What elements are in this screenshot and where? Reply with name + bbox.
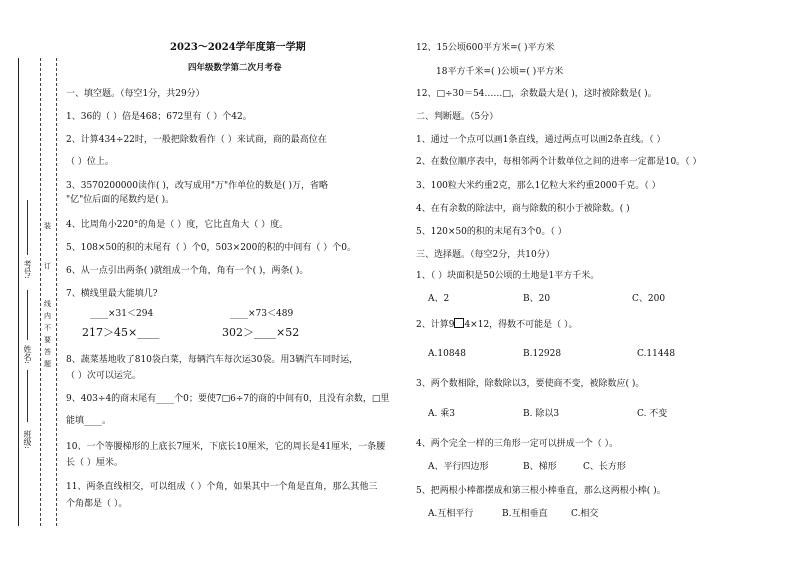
- question-7-item-2: ____×73＜489: [230, 309, 294, 319]
- section-choice-heading: 三、选择题。（每空2分，共10分）: [416, 250, 555, 260]
- question-5: 5、108×50的积的末尾有（ ）个0，503×200的积的中间有（ ）个0。: [66, 243, 356, 253]
- seal-char: 线: [44, 300, 51, 308]
- margin-solid-line: [18, 58, 19, 526]
- question-13: 12、□÷30＝54……□，余数最大是( )，这时被除数是( )。: [416, 89, 657, 99]
- choice-2: [416, 318, 578, 331]
- choice-3-option-a[interactable]: A. 乘3: [428, 409, 455, 419]
- name-blank[interactable]: [27, 290, 28, 340]
- class-blank[interactable]: [27, 370, 28, 422]
- question-7: 7、横线里最大能填几?: [66, 289, 158, 299]
- question-7-item-4: 302＞____×52: [222, 326, 300, 339]
- judgment-4: 4、在有余数的除法中，商与除数的积小于被除数。( ): [416, 204, 630, 214]
- choice-2-stem-end: 4×12，得数不可能是（ ）。: [464, 320, 578, 330]
- question-9-line-2: 能填____。: [66, 416, 112, 426]
- question-12-line-2: 18平方千米=( )公顷=( )平方米: [436, 67, 564, 77]
- choice-5-option-a[interactable]: A.互相平行: [428, 509, 474, 519]
- question-6: 6、从一点引出两条( )就组成一个角，角有一个( )，两条( )。: [66, 266, 309, 276]
- seal-char: 不: [44, 324, 51, 332]
- margin-dashed-line-inner: [56, 58, 57, 526]
- question-3-line-2: "亿"位后面的尾数约是( )。: [66, 195, 175, 205]
- choice-3-option-c[interactable]: C. 不变: [637, 409, 668, 419]
- question-2-line-2: （ ）位上。: [66, 157, 114, 167]
- choice-4-option-b[interactable]: B、梯形: [523, 462, 557, 472]
- question-11-line-1: 11、两条直线相交，可以组成（ ）个角，如果其中一个角是直角，那么其他三: [66, 482, 378, 492]
- student-no-label: 考号:: [23, 260, 32, 279]
- margin-dashed-line-outer: [40, 58, 41, 526]
- choice-2-option-a[interactable]: A.10848: [428, 349, 466, 359]
- page-title: 2023～2024学年度第一学期: [170, 42, 306, 53]
- seal-char: 内: [44, 312, 51, 320]
- seal-char: 要: [44, 336, 51, 344]
- choice-5: 5、把两根小棒都摆成和第三根小棒垂直，那么这两根小棒( )。: [416, 486, 666, 496]
- question-12: 12、15公顷600平方米=( )平方米: [416, 43, 555, 53]
- choice-4-option-a[interactable]: A、平行四边形: [428, 462, 489, 472]
- choice-5-option-b[interactable]: B.互相垂直: [502, 509, 548, 519]
- seal-char: 装: [44, 222, 51, 230]
- page-subtitle: 四年级数学第二次月考卷: [188, 63, 282, 73]
- name-label: 姓名:: [23, 345, 32, 364]
- judgment-3: 3、100粒大米约重2克，那么1亿粒大米约重2000千克。（ ）: [416, 181, 661, 191]
- seal-char: 答: [44, 348, 51, 356]
- choice-3-option-b[interactable]: B. 除以3: [523, 409, 560, 419]
- class-label: 班级:: [23, 430, 32, 449]
- choice-2-stem-start: 2、计算9: [416, 320, 455, 330]
- question-8-line-1: 8、蔬菜基地收了810袋白菜，每辆汽车每次运30袋。用3辆汽车同时运，: [66, 355, 359, 365]
- question-11-line-2: 个角都是（ ）。: [66, 499, 128, 509]
- question-8-line-2: （ ）次可以运完。: [66, 371, 141, 381]
- judgment-1: 1、通过一个点可以画1条直线，通过两点可以画2条直线。（ ）: [416, 135, 666, 145]
- question-4: 4、比周角小220°的角是（ ）度，它比直角大（ ）度。: [66, 220, 289, 230]
- choice-5-option-c[interactable]: C.相交: [571, 509, 599, 519]
- question-10-line-1: 10、一个等腰梯形的上底长7厘米，下底长10厘米，它的周长是41厘米，一条腰: [66, 442, 386, 452]
- seal-char: 题: [44, 360, 51, 368]
- question-1: 1、36的（ ）倍是468；672里有（ ）个42。: [66, 112, 252, 122]
- question-9-line-1: 9、403÷4的商末尾有____个0；要使7□6÷7的商的中间有0，且没有余数，□里: [66, 394, 390, 404]
- question-7-item-1: ____×31＜294: [90, 309, 154, 319]
- choice-1-option-b[interactable]: B、20: [523, 294, 551, 304]
- choice-4: 4、两个完全一样的三角形一定可以拼成一个（ ）。: [416, 439, 619, 449]
- blank-box-icon: [454, 318, 464, 328]
- question-2-line-1: 2、计算434÷22时，一般把除数看作（ ）来试商，商的最高位在: [66, 135, 327, 145]
- section-fill-in-heading: 一、填空题。（每空1分，共29分）: [66, 89, 205, 99]
- choice-4-option-c[interactable]: C、长方形: [583, 462, 626, 472]
- seal-char: 订: [44, 262, 51, 270]
- student-no-blank[interactable]: [27, 200, 28, 255]
- question-10-line-2: 长（ ）厘米。: [66, 458, 123, 468]
- choice-1-option-c[interactable]: C、200: [632, 294, 666, 304]
- section-judgment-heading: 二、判断题。（5分）: [416, 112, 499, 122]
- choice-2-option-c[interactable]: C.11448: [637, 349, 676, 359]
- judgment-5: 5、120×50的积的末尾有3个0。（ ）: [416, 227, 567, 237]
- judgment-2: 2、在数位顺序表中，每相邻两个计数单位之间的进率一定都是10。（ ）: [416, 157, 702, 167]
- choice-3: 3、两个数相除，除数除以3，要使商不变，被除数应( )。: [416, 379, 645, 389]
- choice-1: 1、（ ）块面积是50公顷的土地是1平方千米。: [416, 271, 600, 281]
- choice-1-option-a[interactable]: A、2: [428, 294, 450, 304]
- question-3-line-1: 3、3570200000读作( )，改写成用"万"作单位的数是( )万，省略: [66, 181, 329, 191]
- choice-2-option-b[interactable]: B.12928: [523, 349, 562, 359]
- question-7-item-3: 217＞45×____: [82, 326, 160, 339]
